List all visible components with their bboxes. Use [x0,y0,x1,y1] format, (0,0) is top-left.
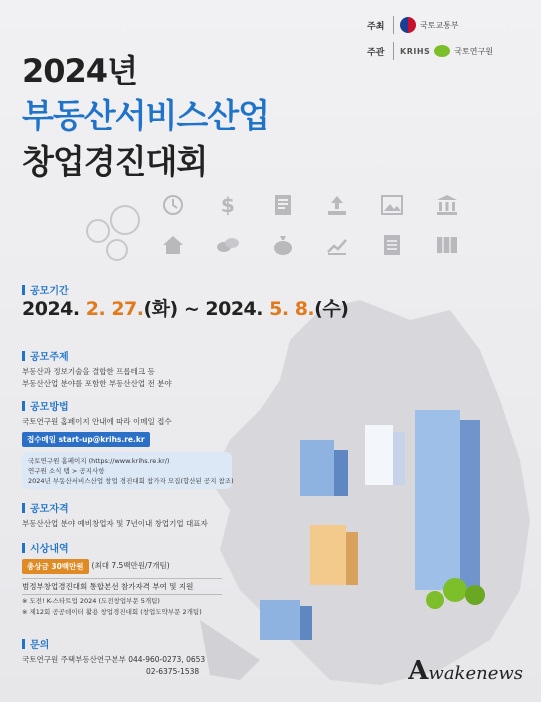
building-orange [310,525,358,585]
awards-benefit: 범정부창업경진대회 통합본선 참가자격 부여 및 지원 [22,578,222,595]
method-heading: 공모방법 [22,398,232,413]
awards-section [22,540,222,617]
contact-line: 국토연구원 주택부동산연구본부 044-960-0273, 0653 [22,655,206,664]
date-end-month: 5. [269,298,289,320]
upload-icon [324,192,350,218]
watermark-initial: A [408,656,429,686]
period-dates [22,294,348,321]
info-line[interactable]: 국토연구원 홈페이지 (https://www.krihs.re.kr/) [28,457,170,466]
divider [393,16,394,34]
topic-heading: 공모주제 [22,348,172,363]
person-circle-icon [106,239,128,261]
prize-badge: 총상금 30백만원 [22,559,89,574]
eligibility-section [22,500,208,529]
prize-row [22,555,222,574]
period-heading: 공모기간 [22,282,69,297]
title-sub: 창업경진대회 [22,142,208,181]
map-shape [210,300,530,685]
contact-line: 02-6375-1538 [146,667,200,677]
image-icon [379,192,405,218]
date-tilde: ~ [183,298,200,320]
info-line: 연구원 소식 탭 > 공지사항 [28,466,105,475]
topic-line: 부동산산업 분야를 포함한 부동산산업 전 분야 [22,379,172,389]
watermark-rest: wakenews [428,663,523,684]
building-tall [415,410,480,590]
eligibility-line: 부동산산업 분야 예비창업자 및 7년이내 창업기업 대표자 [22,519,208,528]
document-icon [270,192,296,218]
organizer-org [400,45,493,57]
divider [393,42,394,60]
method-section [22,398,232,489]
korea-emblem-icon [400,17,416,33]
date-start-day: 27. [111,298,144,320]
eligibility-heading: 공모자격 [22,500,208,515]
awards-heading: 시상내역 [22,540,222,555]
icon-grid [160,192,460,272]
krihs-logo: KRIHS [400,46,431,56]
building-small [260,600,312,640]
person-circle-icon [110,205,140,235]
report-icon [379,232,405,258]
date-end-day: 8. [294,298,315,320]
awards-notes [22,597,222,617]
organizer-row [367,38,517,64]
korea-map-illustration [200,290,541,690]
host-block [367,12,517,64]
awards-note: ※ 도전! K-스타트업 2024 (도전창업부문 5개팀) [22,597,160,605]
icon-row [160,232,460,258]
icon-row [160,192,460,218]
bank-icon [434,192,460,218]
leaf-logo-icon [434,45,450,57]
topic-line: 부동산과 정보기술을 결합한 프롭테크 등 [22,367,155,376]
house-icon [160,232,186,258]
prize-detail: (최대 7.5백만원/7개팀) [91,561,170,571]
host-org-name: 국토교통부 [420,20,459,30]
money-bag-icon [270,232,296,258]
growth-chart-icon [324,232,350,258]
date-end-weekday: (수) [314,298,349,320]
people-circles-icon [86,205,156,263]
map-icon [434,232,460,258]
building-white [365,425,405,485]
title-main: 부동산서비스산업 [22,96,270,135]
host-row [367,12,517,38]
clock-icon [160,192,186,218]
method-line: 국토연구원 홈페이지 안내에 따라 이메일 접수 [22,417,172,426]
organizer-org-name: 국토연구원 [454,46,493,56]
contact-section [22,636,205,677]
date-start-weekday: (화) [143,298,178,320]
organizer-label: 주관 [367,47,385,58]
contact-heading: 문의 [22,636,205,651]
topic-section [22,348,172,389]
info-line: 2024년 부동산서비스산업 창업 경진대회 참가자 모집(합산된 공지 참조) [28,476,234,485]
island-shape [200,620,260,680]
coins-icon [215,232,241,258]
date-start-year: 2024. [22,298,80,320]
title-year: 2024년 [22,52,137,90]
awakenews-watermark [408,656,523,686]
dollar-icon: $ [220,193,235,217]
awards-note: ※ 제12회 공공데이터 활용 창업경진대회 (창업도약부문 2개팀) [22,607,202,616]
homepage-info-box [22,452,232,489]
host-org [400,17,459,33]
date-end-year: 2024. [205,298,263,320]
host-label: 주최 [367,21,385,32]
person-circle-icon [86,219,110,243]
date-start-month: 2. [85,298,106,320]
email-badge[interactable]: 접수메일 start-up@krihs.re.kr [22,432,150,447]
